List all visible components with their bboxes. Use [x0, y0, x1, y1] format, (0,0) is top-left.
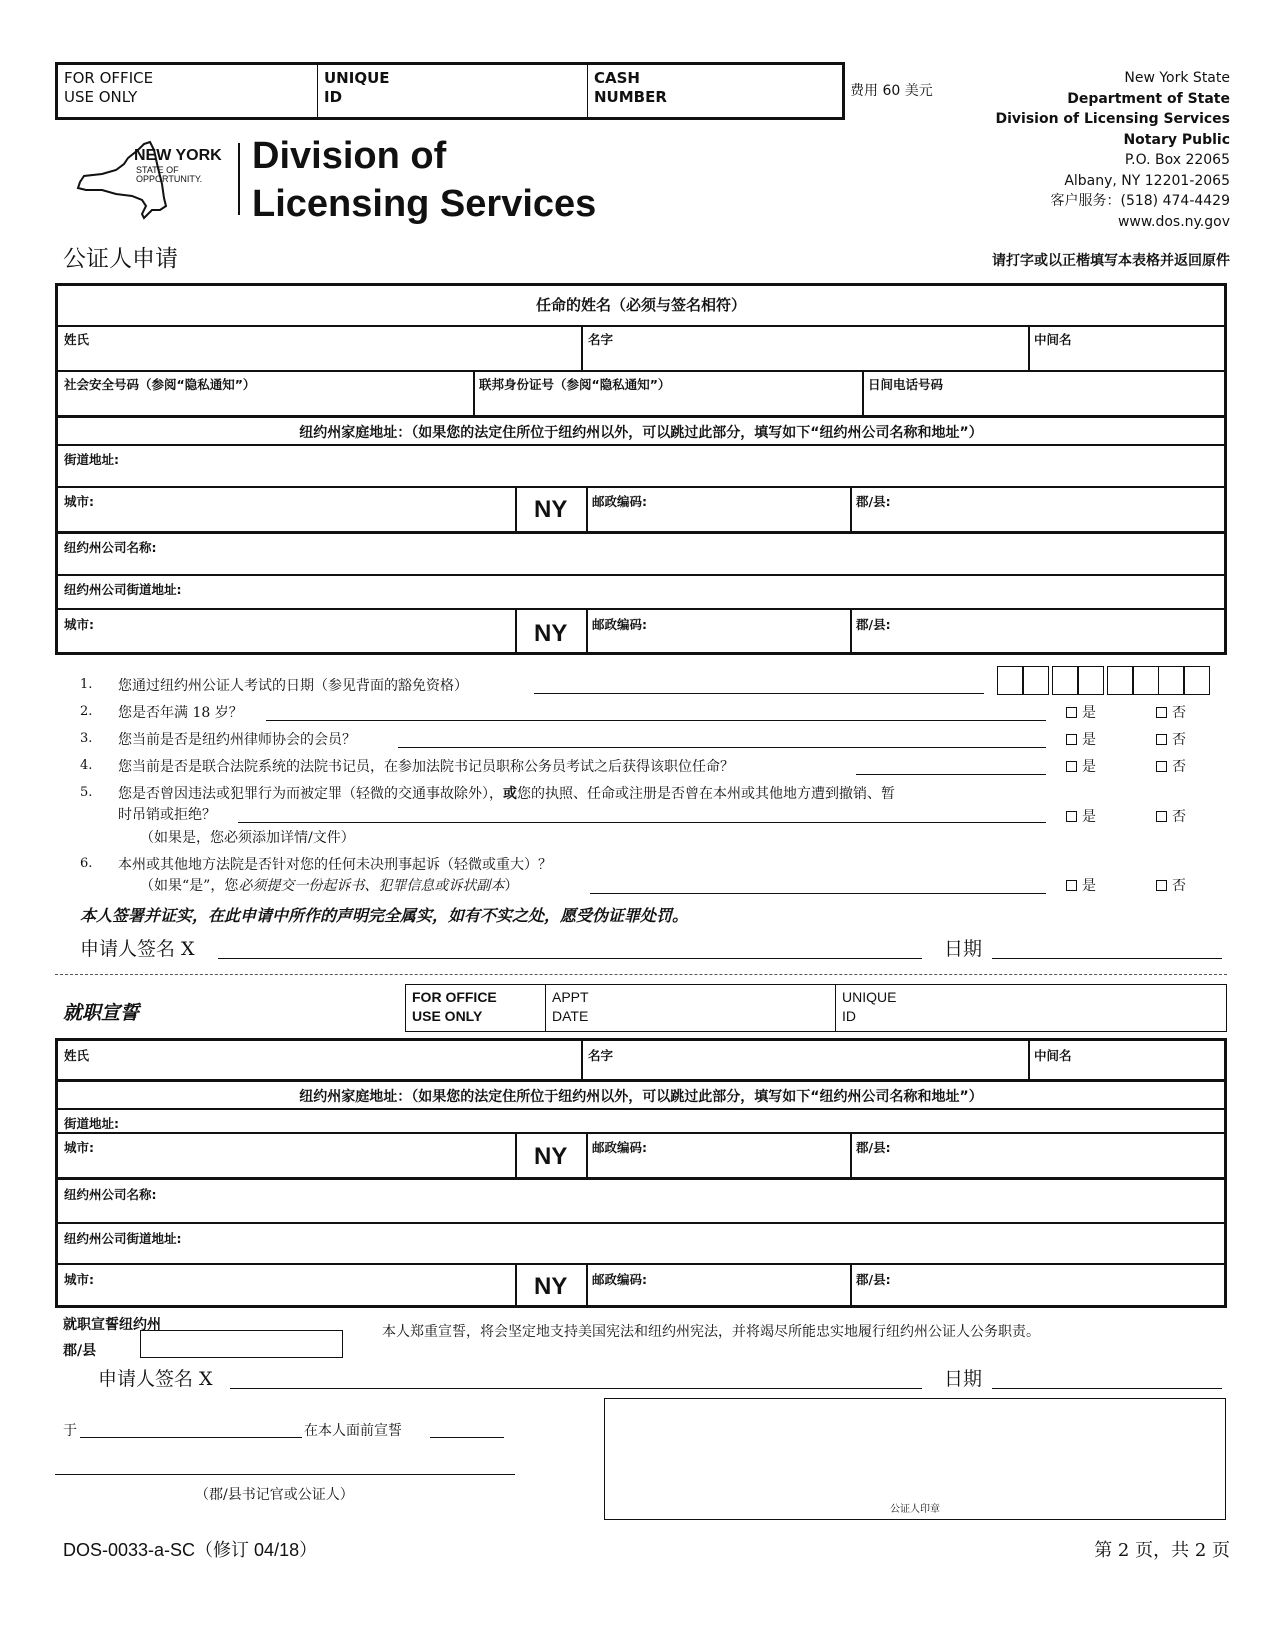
- office-use-cell: [406, 985, 546, 1031]
- zip-label: 邮政编码:: [592, 617, 647, 632]
- answer-line: [590, 893, 1046, 894]
- checkbox-icon: [1066, 734, 1077, 745]
- agency-line: P.O. Box 22065: [1124, 152, 1230, 168]
- business-name-field[interactable]: [58, 554, 1224, 574]
- question-5-part: 您是否曾因违法或犯罪行为而被定罪（轻微的交通事故除外），: [118, 786, 503, 802]
- oath-business-name-field[interactable]: [58, 1201, 1224, 1221]
- oath-city-field[interactable]: [58, 1153, 512, 1175]
- unique-id-label: ID: [842, 1008, 856, 1024]
- home-address-header: 纽约州家庭地址：（如果您的法定住所位于纽约州以外，可以跳过此部分，填写如下“纽约州公司名称和地址”）: [299, 425, 983, 441]
- date-digit-box[interactable]: [1132, 666, 1159, 695]
- date-digit-box[interactable]: [1107, 666, 1134, 695]
- divider: [586, 1263, 588, 1308]
- agency-address: [995, 68, 1230, 232]
- question-5-part: 您的执照、任命或注册是否曾在本州或其他地方遭到撤销、暂: [517, 786, 895, 802]
- question-5-text: [118, 783, 895, 803]
- date-label: 日期: [944, 938, 983, 960]
- divider: [58, 1132, 1224, 1134]
- oath-business-street-field[interactable]: [58, 1245, 1224, 1263]
- yes-label: 是: [1082, 732, 1096, 748]
- logo-text: NEW YORK: [134, 147, 222, 164]
- county-label: 郡/县:: [856, 494, 891, 509]
- print-instruction: 请打字或以正楷填写本表格并返回原件: [992, 253, 1230, 269]
- agency-line: Albany, NY 12201-2065: [1064, 172, 1230, 189]
- question-number: 1.: [80, 677, 93, 692]
- checkbox-icon: [1066, 761, 1077, 772]
- yes-checkbox[interactable]: [1066, 875, 1096, 895]
- ssn-field[interactable]: [58, 391, 470, 415]
- county-label: 郡/县:: [856, 1140, 891, 1155]
- county-label: 郡/县:: [856, 617, 891, 632]
- logo-text: OPPORTUNITY.: [136, 174, 203, 184]
- cash-number-label: CASH: [594, 69, 640, 87]
- question-6-note: [140, 875, 518, 895]
- appt-date-label: APPT: [552, 989, 589, 1005]
- question-6-part: 必须提交一份起诉书、犯罪信息或诉状副本: [238, 878, 505, 894]
- business-city-field[interactable]: [58, 630, 512, 652]
- answer-line: [398, 747, 1046, 748]
- divider: [58, 415, 1224, 418]
- nys-logo: [72, 140, 242, 222]
- first-name-label: 名字: [588, 1048, 614, 1063]
- yes-label: 是: [1082, 809, 1096, 825]
- last-name-label: 姓氏: [64, 332, 90, 347]
- oath-county-input[interactable]: [140, 1330, 343, 1358]
- zip-field[interactable]: [589, 506, 847, 528]
- state-ny-label: NY: [534, 1143, 568, 1170]
- oath-info-box: [55, 1038, 1227, 1308]
- division-title-line: Licensing Services: [252, 183, 597, 225]
- question-5-or: 或: [503, 786, 517, 802]
- middle-name-label: 中间名: [1034, 1048, 1072, 1063]
- no-label: 否: [1172, 705, 1186, 721]
- divider: [58, 486, 1224, 488]
- oath-date-line[interactable]: [992, 1388, 1222, 1389]
- form-id: DOS-0033-a-SC（修订 04/18）: [63, 1540, 318, 1560]
- city-label: 城市:: [64, 1272, 94, 1287]
- answer-line: [266, 720, 1046, 721]
- first-name-label: 名字: [588, 332, 614, 347]
- applicant-signature-label: 申请人签名 X: [98, 1368, 213, 1390]
- divider: [515, 486, 517, 531]
- oath-first-name-field[interactable]: [584, 1061, 1024, 1079]
- county-field[interactable]: [853, 506, 1223, 528]
- answer-line: [856, 774, 1046, 775]
- zip-label: 邮政编码:: [592, 494, 647, 509]
- sworn-before-me-label: 在本人面前宣誓: [304, 1423, 402, 1439]
- agency-line: Division of Licensing Services: [995, 111, 1230, 127]
- divider: [1028, 1041, 1030, 1081]
- sworn-date-line[interactable]: [80, 1437, 302, 1438]
- applicant-signature-label: 申请人签名 X: [80, 938, 195, 960]
- no-label: 否: [1172, 732, 1186, 748]
- oath-business-city-field[interactable]: [58, 1285, 512, 1305]
- sworn-prefix: 于: [63, 1423, 77, 1439]
- divider: [58, 370, 1224, 372]
- office-use-box: [55, 62, 845, 120]
- divider: [58, 444, 1224, 446]
- last-name-field[interactable]: [58, 346, 578, 370]
- date-digit-box[interactable]: [1158, 666, 1185, 695]
- question-3-text: 您当前是否是纽约州律师协会的会员？: [118, 732, 356, 748]
- date-digit-box[interactable]: [1077, 666, 1104, 695]
- business-name-label: 纽约州公司名称:: [64, 1187, 157, 1202]
- yes-label: 是: [1082, 878, 1096, 894]
- cash-number-cell[interactable]: [588, 65, 842, 117]
- notary-seal-box: [604, 1398, 1226, 1520]
- agency-phone: 客户服务：(518) 474-4429: [1050, 193, 1230, 209]
- state-ny-label: NY: [534, 1273, 568, 1300]
- unique-id-cell[interactable]: [318, 65, 588, 117]
- business-street-field[interactable]: [58, 594, 1224, 608]
- first-name-field[interactable]: [584, 346, 1024, 370]
- checkbox-icon: [1156, 734, 1167, 745]
- street-address-label: 街道地址:: [64, 452, 119, 467]
- logo-text: STATE OF: [136, 165, 179, 175]
- division-title-line: Division of: [252, 135, 447, 177]
- divider: [58, 608, 1224, 610]
- office-use-label: USE ONLY: [64, 88, 138, 106]
- oath-signature-line[interactable]: [230, 1388, 922, 1389]
- divider: [850, 608, 852, 655]
- oath-last-name-field[interactable]: [58, 1061, 578, 1079]
- business-street-label: 纽约州公司街道地址:: [64, 582, 182, 597]
- no-checkbox[interactable]: [1156, 756, 1186, 776]
- exam-date-boxes[interactable]: [998, 666, 1210, 699]
- clerk-caption: （郡/县书记官或公证人）: [195, 1487, 354, 1503]
- divider: [586, 486, 588, 531]
- checkbox-icon: [1156, 761, 1167, 772]
- question-6-part: （如果“是”，您: [140, 878, 239, 894]
- federal-id-field[interactable]: [476, 391, 858, 415]
- unique-id-label: UNIQUE: [842, 989, 897, 1005]
- divider: [58, 574, 1224, 576]
- checkbox-icon: [1156, 811, 1167, 822]
- divider: [850, 1132, 852, 1177]
- office-use-label: FOR OFFICE: [412, 989, 497, 1005]
- unique-id-label: UNIQUE: [324, 69, 390, 87]
- divider: [586, 1132, 588, 1177]
- appointment-name-header: 任命的姓名（必须与签名相符）: [535, 296, 746, 314]
- no-checkbox[interactable]: [1156, 875, 1186, 895]
- divider: [473, 370, 475, 416]
- fee-label: 费用 60 美元: [850, 83, 933, 99]
- zip-label: 邮政编码:: [592, 1272, 647, 1287]
- oath-unique-id-cell[interactable]: [836, 985, 1226, 1031]
- date-digit-box[interactable]: [1183, 666, 1210, 695]
- street-address-field[interactable]: [58, 466, 1224, 486]
- divider: [58, 1079, 1224, 1082]
- state-ny-label: NY: [534, 620, 568, 647]
- divider: [850, 1263, 852, 1308]
- business-county-field[interactable]: [853, 630, 1223, 652]
- divider: [515, 1132, 517, 1177]
- question-number: 3.: [80, 731, 93, 746]
- oath-zip-field[interactable]: [589, 1153, 847, 1175]
- office-use-cell: [58, 65, 318, 117]
- no-checkbox[interactable]: [1156, 729, 1186, 749]
- seal-caption: 公证人印章: [890, 1504, 940, 1515]
- question-5-text-cont: 时吊销或拒绝？: [118, 807, 216, 823]
- checkbox-icon: [1066, 707, 1077, 718]
- business-name-label: 纽约州公司名称:: [64, 540, 157, 555]
- no-checkbox[interactable]: [1156, 702, 1186, 722]
- yes-checkbox[interactable]: [1066, 806, 1096, 826]
- office-use-label: USE ONLY: [412, 1008, 483, 1024]
- appt-date-cell[interactable]: [546, 985, 836, 1031]
- oath-county-field[interactable]: [853, 1153, 1223, 1175]
- question-2-text: 您是否年满 18 岁？: [118, 705, 243, 721]
- division-title: [252, 132, 596, 228]
- yes-checkbox[interactable]: [1066, 756, 1096, 776]
- last-name-label: 姓氏: [64, 1048, 90, 1063]
- question-6-text: 本州或其他地方法院是否针对您的任何未决刑事起诉（轻微或重大）？: [118, 857, 552, 873]
- sworn-year-line[interactable]: [430, 1437, 504, 1438]
- divider: [515, 608, 517, 655]
- agency-line: Notary Public: [1123, 131, 1230, 148]
- business-street-label: 纽约州公司街道地址:: [64, 1231, 182, 1246]
- applicant-info-box: [55, 283, 1227, 655]
- divider: [58, 1222, 1224, 1224]
- day-phone-field[interactable]: [865, 391, 1223, 415]
- no-label: 否: [1172, 809, 1186, 825]
- cut-line: [55, 974, 1227, 975]
- logo-divider: [238, 143, 240, 215]
- street-address-label: 街道地址:: [64, 1116, 119, 1131]
- date-digit-box[interactable]: [1022, 666, 1049, 695]
- divider: [58, 531, 1224, 534]
- yes-label: 是: [1082, 705, 1096, 721]
- question-4-text: 您当前是否是联合法院系统的法院书记员，在参加法院书记员职称公务员考试之后获得该职位任命？: [118, 759, 734, 775]
- office-use-label: FOR OFFICE: [64, 69, 154, 87]
- question-number: 2.: [80, 704, 93, 719]
- divider: [586, 608, 588, 655]
- no-label: 否: [1172, 759, 1186, 775]
- yes-checkbox[interactable]: [1066, 729, 1096, 749]
- divider: [515, 1263, 517, 1308]
- home-address-header: 纽约州家庭地址：（如果您的法定住所位于纽约州以外，可以跳过此部分，填写如下“纽约州公司名称和地址”）: [299, 1089, 983, 1105]
- divider: [58, 1108, 1224, 1110]
- oath-street-field[interactable]: [138, 1111, 1218, 1129]
- oath-business-county-field[interactable]: [853, 1285, 1223, 1305]
- oath-middle-name-field[interactable]: [1031, 1061, 1223, 1079]
- page-number: 第 2 页，共 2 页: [1094, 1540, 1230, 1561]
- oath-title: 就职宣誓: [63, 1002, 140, 1024]
- city-label: 城市:: [64, 494, 94, 509]
- checkbox-icon: [1156, 880, 1167, 891]
- business-zip-field[interactable]: [589, 630, 847, 652]
- applicant-signature-line[interactable]: [218, 958, 922, 959]
- city-label: 城市:: [64, 1140, 94, 1155]
- agency-line: Department of State: [1067, 90, 1230, 107]
- divider: [1028, 325, 1030, 371]
- city-field[interactable]: [58, 506, 512, 528]
- day-phone-label: 日间电话号码: [868, 377, 944, 392]
- city-label: 城市:: [64, 617, 94, 632]
- ssn-label: 社会安全号码（参阅“隐私通知”）: [64, 377, 256, 392]
- divider: [581, 1041, 583, 1081]
- agency-line: New York State: [1124, 70, 1230, 86]
- date-label: 日期: [944, 1368, 983, 1390]
- question-1-text: 您通过纽约州公证人考试的日期（参见背面的豁免资格）: [118, 678, 468, 694]
- county-label: 郡/县:: [856, 1272, 891, 1287]
- date-digit-box[interactable]: [1052, 666, 1079, 695]
- question-number: 4.: [80, 758, 93, 773]
- agency-website: www.dos.ny.gov: [1117, 213, 1230, 230]
- zip-label: 邮政编码:: [592, 1140, 647, 1155]
- exam-date-line[interactable]: [534, 693, 984, 694]
- yes-checkbox[interactable]: [1066, 702, 1096, 722]
- signature-date-line[interactable]: [992, 958, 1222, 959]
- checkbox-icon: [1066, 811, 1077, 822]
- question-number: 5.: [80, 785, 93, 800]
- appt-date-label: DATE: [552, 1008, 589, 1024]
- question-number: 6.: [80, 856, 93, 871]
- divider: [58, 1177, 1224, 1180]
- checkbox-icon: [1066, 880, 1077, 891]
- answer-line: [238, 822, 1046, 823]
- clerk-signature-line[interactable]: [55, 1474, 515, 1475]
- oath-statement: 本人郑重宣誓，将会坚定地支持美国宪法和纽约州宪法，并将竭尽所能忠实地履行纽约州公证人公务职责。: [382, 1324, 1040, 1340]
- no-label: 否: [1172, 878, 1186, 894]
- oath-office-box: [405, 984, 1227, 1032]
- state-ny-label: NY: [534, 496, 568, 523]
- yes-label: 是: [1082, 759, 1096, 775]
- divider: [862, 370, 864, 416]
- affirmation-statement: 本人签署并证实，在此申请中所作的声明完全属实，如有不实之处，愿受伪证罪处罚。: [80, 906, 689, 925]
- date-digit-box[interactable]: [997, 666, 1024, 695]
- no-checkbox[interactable]: [1156, 806, 1186, 826]
- question-6-part: ）: [504, 878, 519, 894]
- oath-business-zip-field[interactable]: [589, 1285, 847, 1305]
- oath-county-label: 郡/县: [63, 1343, 97, 1359]
- divider: [58, 1263, 1224, 1265]
- unique-id-label: ID: [324, 88, 343, 106]
- oath-county-label: 就职宣誓纽约州: [63, 1317, 161, 1333]
- cash-number-label: NUMBER: [594, 88, 667, 106]
- divider: [58, 325, 1224, 327]
- federal-id-label: 联邦身份证号（参阅“隐私通知”）: [479, 377, 671, 392]
- checkbox-icon: [1156, 707, 1167, 718]
- middle-name-label: 中间名: [1034, 332, 1072, 347]
- middle-name-field[interactable]: [1031, 346, 1223, 370]
- divider: [850, 486, 852, 531]
- page-title: 公证人申请: [63, 246, 178, 272]
- divider: [581, 325, 583, 371]
- question-5-note: （如果是，您必须添加详情/文件）: [140, 830, 355, 846]
